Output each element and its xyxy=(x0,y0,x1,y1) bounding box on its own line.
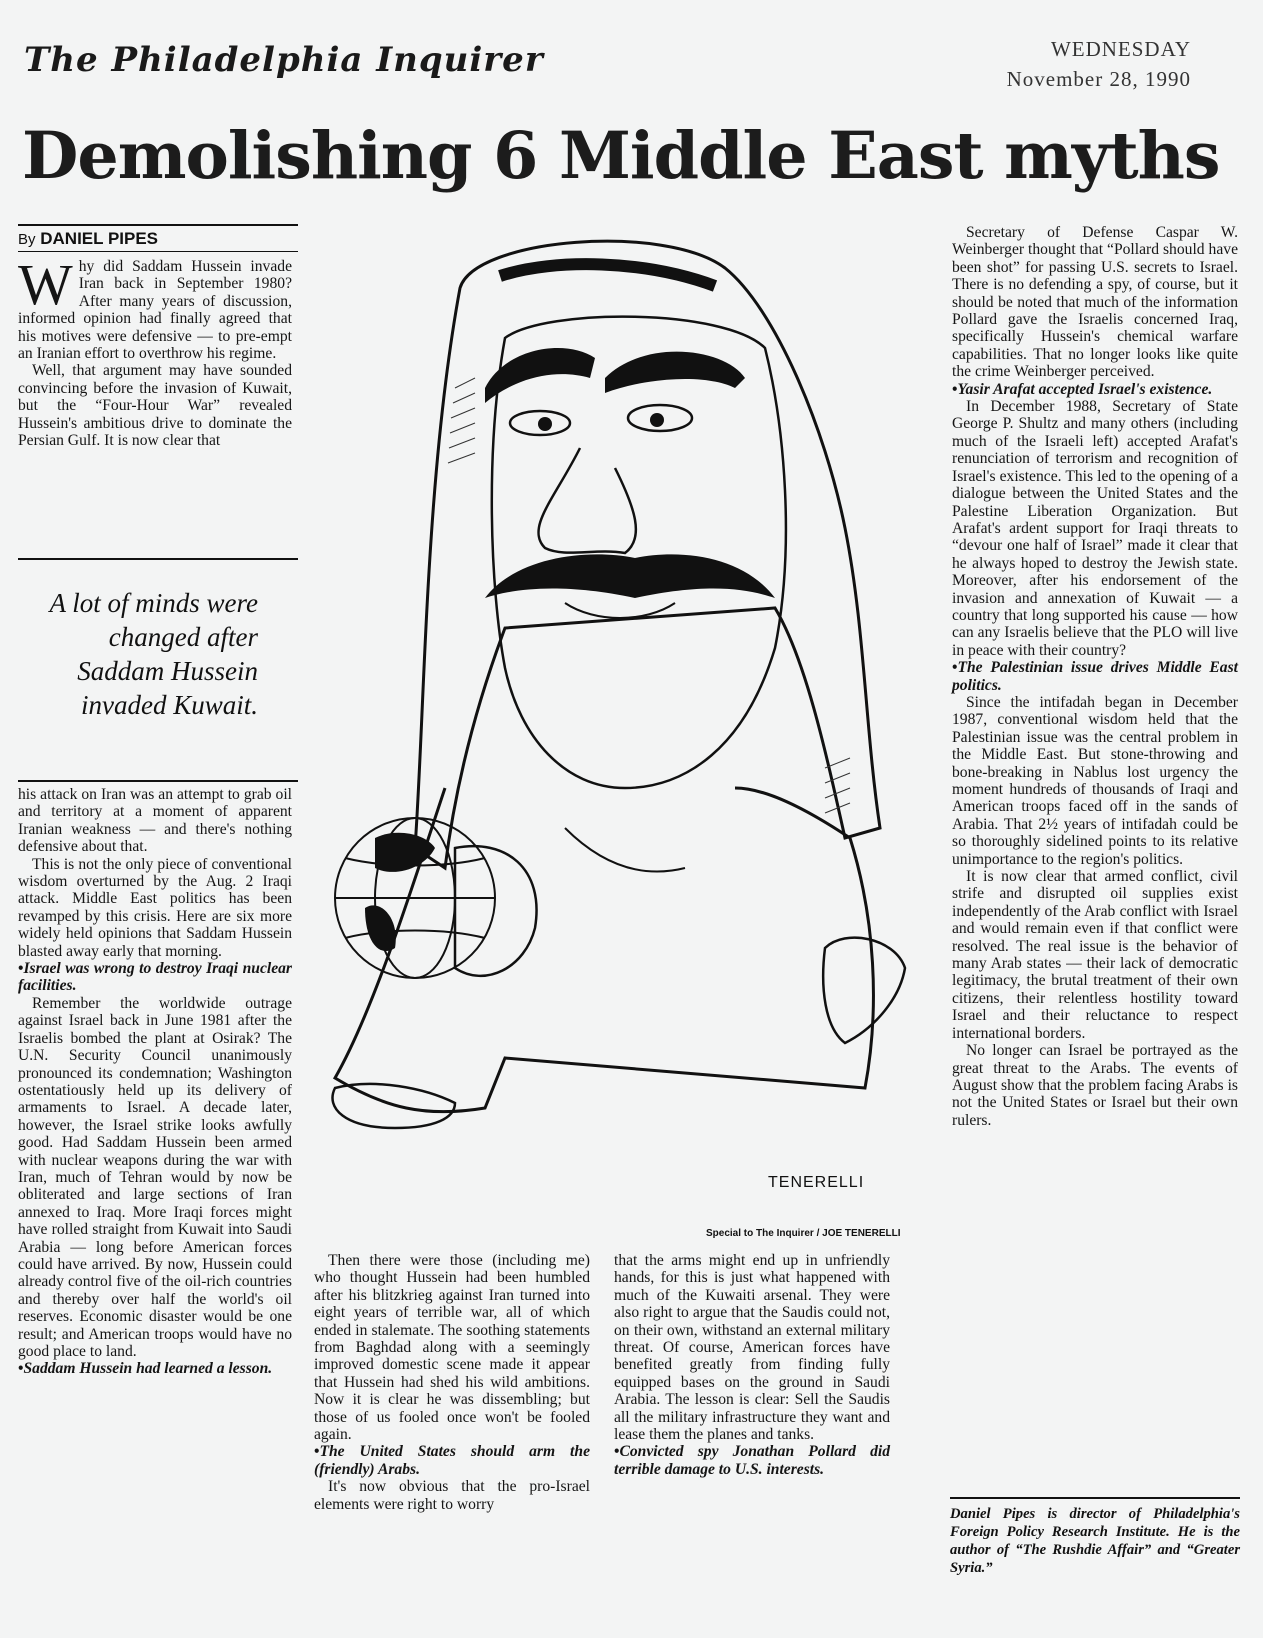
subhead: • Convicted spy Jonathan Pollard did terrible damage to U.S. interests. xyxy=(614,1443,890,1478)
pull-quote xyxy=(18,558,298,782)
drop-cap: W xyxy=(18,252,73,317)
paragraph: his attack on Iran was an attempt to grab oil and territory at a moment of apparent Iranian weakness — and there's nothing defensive about that. xyxy=(18,786,292,856)
headline: Demolishing 6 Middle East myths xyxy=(22,118,1220,194)
subhead: • Yasir Arafat accepted Israel's existence. xyxy=(952,381,1238,398)
column-1-top xyxy=(18,252,292,450)
subhead: • The United States should arm the (friendly) Arabs. xyxy=(314,1443,590,1478)
cartoon-illustration xyxy=(305,228,930,1218)
paragraph: that the arms might end up in unfriendly hands, for this is just what happened with much of the Kuwaiti arsenal. They were also right to argue that the Saudis could not, on their own, withstand an external military threat. Of course, American forces have benefited greatly from finding fully equipped bases on the ground in Saudi Arabia. The lesson is clear: Sell the Saudis all the military infrastructure they want and lease them the planes and tanks. xyxy=(614,1252,890,1444)
date: November 28, 1990 xyxy=(1006,67,1191,91)
masthead: The Philadelphia Inquirer xyxy=(24,40,544,80)
paragraph: Then there were those (including me) who thought Hussein had been humbled after his blitzkrieg against Iran turned into eight years of terrible war, all of which ended in stalemate. The soothing statements from Baghdad along with a seemingly improved domestic scene made it appear that Hussein had shed his wild ambitions. Now it is clear he was dissembling; but those of us fooled once won't be fooled again. xyxy=(314,1252,590,1444)
paragraph: Since the intifadah began in December 1987, conventional wisdom held that the Palestinian issue was the central problem in the Middle East. But stone-throwing and bone-breaking in Nablus lost urgency the moment hundreds of thousands of Iraqi and American troops faced off in the sands of Arabia. That 2½ years of intifadah could be so thoroughly sidelined points to its relative unimportance to the region's politics. xyxy=(952,693,1238,868)
paragraph: Secretary of Defense Caspar W. Weinberger thought that “Pollard should have been shot” for passing U.S. secrets to Israel. There is no defending a spy, of course, but it should be noted that much of the information Pollard gave the Israelis concerned Iraq, specifically Hussein's chemical warfare capabilities. That no longer looks like quite the crime Weinberger perceived. xyxy=(952,224,1238,381)
paragraph: No longer can Israel be portrayed as the great threat to the Arabs. The events of August show that the problem facing Arabs is not the United States or Israel but their own rulers. xyxy=(952,1042,1238,1129)
dateline xyxy=(1007,34,1191,94)
cartoon-credit: Special to The Inquirer / JOE TENERELLI xyxy=(706,1228,901,1239)
subhead: • The Palestinian issue drives Middle East politics. xyxy=(952,659,1238,694)
column-2 xyxy=(314,1252,590,1513)
cartoon-signature: TENERELLI xyxy=(768,1174,865,1191)
paragraph: It's now obvious that the pro-Israel elements were right to worry xyxy=(314,1478,590,1513)
pull-quote-text: A lot of minds were changed after Saddam Hussein invaded Kuwait. xyxy=(49,588,258,720)
column-3 xyxy=(614,1252,890,1478)
subhead: • Israel was wrong to destroy Iraqi nuclear facilities. xyxy=(18,960,292,995)
author-bio: Daniel Pipes is director of Philadelphia's Foreign Policy Research Institute. He is the author of “The Rushdie Affair” and “Greater Syria.” xyxy=(950,1497,1240,1577)
byline-prefix: By xyxy=(18,231,36,248)
paragraph: In December 1988, Secretary of State George P. Shultz and many others (including much of the Israeli left) accepted Arafat's renunciation of terrorism and recognition of Israel's existence. This led to the opening of a dialogue between the United States and the Palestine Liberation Organization. But Arafat's ardent support for Iraqi threats to “devour one half of Israel” made it clear that he always hoped to destroy the Jewish state. Moreover, after his endorsement of the invasion and annexation of Kuwait — a country that long supported his cause — how can any Israelis believe that the PLO will live in peace with their country? xyxy=(952,398,1238,659)
subhead: • Saddam Hussein had learned a lesson. xyxy=(18,1360,292,1377)
column-4 xyxy=(952,224,1238,1129)
paragraph: Why did Saddam Hussein invade Iran back in September 1980? After many years of discussion, informed opinion had finally agreed that his motives were defensive — to pre-empt an Iranian effort to overthrow his regime. xyxy=(18,252,292,363)
weekday: WEDNESDAY xyxy=(1050,37,1191,61)
column-1-bottom xyxy=(18,786,292,1378)
byline xyxy=(18,224,298,252)
paragraph: This is not the only piece of conventional wisdom overturned by the Aug. 2 Iraqi attack. Middle East politics has been revamped by this crisis. Here are six more widely held opinions that Saddam Hussein blasted away early that morning. xyxy=(18,855,292,960)
author-name: DANIEL PIPES xyxy=(40,229,159,248)
paragraph: It is now clear that armed conflict, civil strife and disrupted oil supplies exist independently of the Arab conflict with Israel and would remain even if that conflict were resolved. The real issue is the behavior of many Arab states — their lack of democratic legitimacy, the brutal treatment of their own citizens, their relentless hostility toward Israel and their reluctance to respect international borders. xyxy=(952,868,1238,1042)
paragraph: Well, that argument may have sounded convincing before the invasion of Kuwait, but the “Four-Hour War” revealed Hussein's ambitious drive to dominate the Persian Gulf. It is now clear that xyxy=(18,362,292,450)
paragraph: Remember the worldwide outrage against Israel back in June 1981 after the Israelis bombed the plant at Osirak? The U.N. Security Council unanimously pronounced its condemnation; Washington ostentatiously held up its delivery of armaments to Israel. A decade later, however, the Israel strike looks awfully good. Had Saddam Hussein been armed with nuclear weapons during the war with Iran, much of Tehran would by now be obliterated and large sections of Iran annexed to Iraq. More Iraqi forces might have rolled straight from Kuwait into Saudi Arabia — long before American forces could have arrived. By now, Hussein could already control five of the oil-rich countries and thereby over half the world's oil reserves. Economic disaster would be one result; and American troops would have no good place to land. xyxy=(18,994,292,1360)
